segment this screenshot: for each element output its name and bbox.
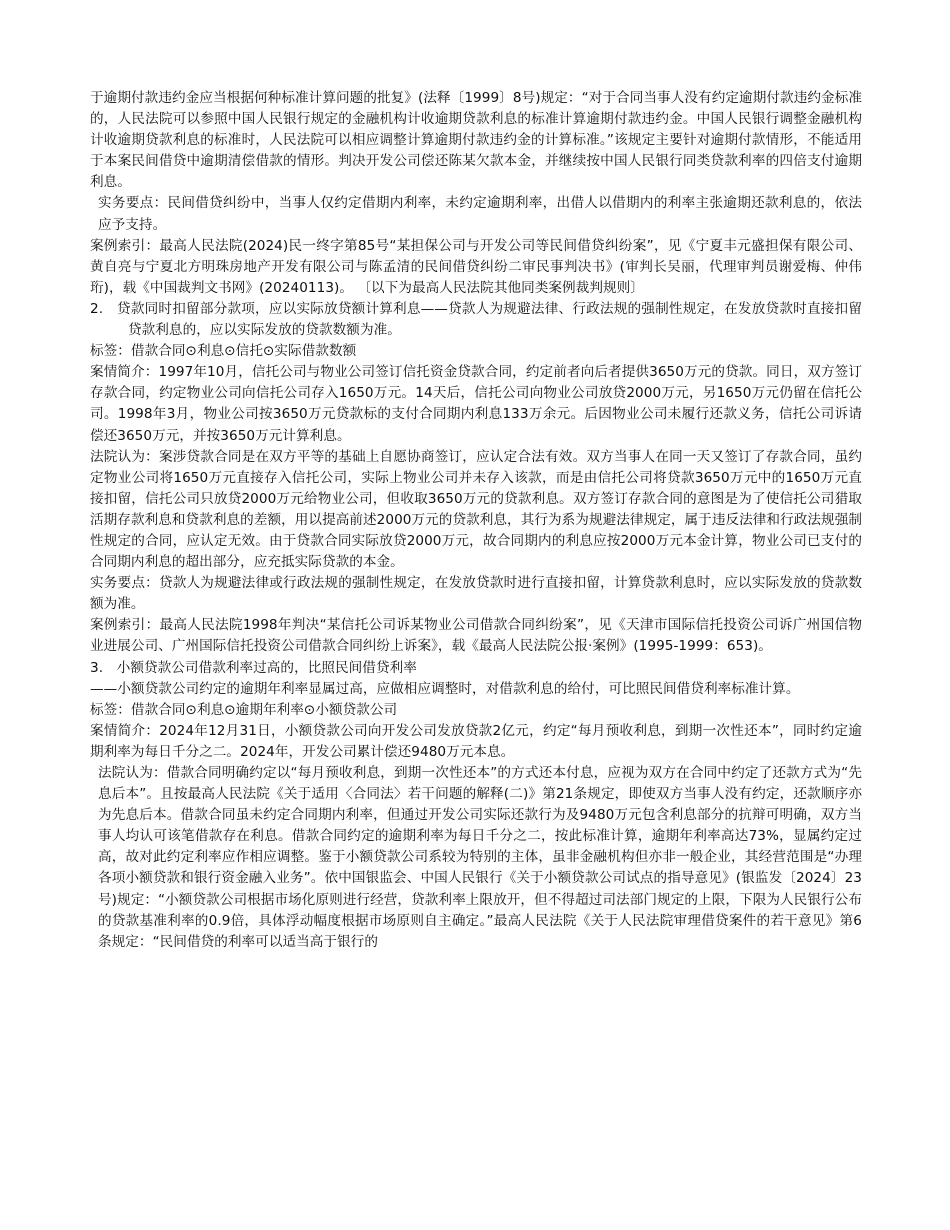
- section-heading-3: 3. 小额贷款公司借款利率过高的，比照民间借贷利率: [90, 659, 417, 676]
- section-subheading-3: ——小额贷款公司约定的逾期年利率显属过高，应做相应调整时，对借款利息的给付，可比照民间借贷利率标准计算。: [90, 680, 800, 697]
- tags-3: 标签：借款合同⊙利息⊙逾期年利率⊙小额贷款公司: [90, 701, 398, 718]
- paragraph-practice-point-1: 实务要点：民间借贷纠纷中，当事人仅约定借期内利率，未约定逾期利率，出借人以借期内的利率主张逾期还款利息的，依法应予支持。: [98, 195, 862, 233]
- section-heading-2: 2. 贷款同时扣留部分款项，应以实际放贷额计算利息——贷款人为规避法律、行政法规的强制性规定，在发放贷款时直接扣留贷款利息的，应以实际发放的贷款数额为准。: [90, 300, 862, 339]
- paragraph-case-summary-3: 案情简介：2024年12月31日，小额贷款公司向开发公司发放贷款2亿元，约定“每月预收利息，到期一次性还本”，同时约定逾期利率为每日千分之二。2024年，开发公司累计偿还9480万元本息。: [90, 722, 862, 760]
- paragraph-ruling-continuation: 于逾期付款违约金应当根据何种标准计算问题的批复》(法释〔1999〕8号)规定：“对于合同当事人没有约定逾期付款违约金标准的，人民法院可以参照中国人民银行规定的金融机构计收逾期贷款利息的标准计算逾期付款违约金。中国人民银行调整金融机构计收逾期贷款利息的标准时，人民法院可以相应调整计算逾期付款违约金的计算标准。”该规定主要针对逾期付款情形，不能适用于本案民间借贷中逾期清偿借款的情形。判决开发公司偿还陈某欠款本金，并继续按中国人民银行同类贷款利率的四倍支付逾期利息。: [90, 90, 862, 191]
- paragraph-case-index-1: 案例索引：最高人民法院(2024)民一终字第85号“某担保公司与开发公司等民间借贷纠纷案”，见《宁夏丰元盛担保有限公司、黄自亮与宁夏北方明珠房地产开发有限公司与陈孟清的民间借贷纠纷二审民事判决书》(审判长吴丽，代理审判员谢爱梅、仲伟珩)，载《中国裁判文书网》(20240113)。 〔以下为最高人民法院其他同类案例裁判规则〕: [90, 237, 862, 296]
- tags-2: 标签：借款合同⊙利息⊙信托⊙实际借款数额: [90, 343, 357, 360]
- document-page: [90, 88, 862, 953]
- paragraph-case-summary-2: 案情简介：1997年10月，信托公司与物业公司签订信托资金贷款合同，约定前者向后者提供3650万元的贷款。同日，双方签订存款合同，约定物业公司向信托公司存入1650万元。14天后，信托公司向物业公司放贷2000万元，另1650万元仍留在信托公司。1998年3月，物业公司按3650万元贷款标的支付合同期内利息133万余元。后因物业公司未履行还款义务，信托公司诉请偿还3650万元，并按3650万元计算利息。: [90, 364, 862, 444]
- paragraph-practice-point-2: 实务要点：贷款人为规避法律或行政法规的强制性规定，在发放贷款时进行直接扣留，计算贷款利息时，应以实际发放的贷款数额为准。: [90, 575, 862, 613]
- paragraph-case-index-2: 案例索引：最高人民法院1998年判决“某信托公司诉某物业公司借款合同纠纷案”，见《天津市国际信托投资公司诉广州国信物业进展公司、广州国际信托投资公司借款合同纠纷上诉案》，载《最高人民法院公报·案例》(1995-1999：653)。: [90, 617, 862, 655]
- paragraph-court-opinion-2: 法院认为：案涉贷款合同是在双方平等的基础上自愿协商签订，应认定合法有效。双方当事人在同一天又签订了存款合同，虽约定物业公司将1650万元直接存入信托公司，实际上物业公司并未存入该款，而是由信托公司将贷款3650万元中的1650万元直接扣留，信托公司只放贷2000万元给物业公司，但收取3650万元的贷款利息。双方签订存款合同的意图是为了使信托公司猎取活期存款利息和贷款利息的差额，用以提高前述2000万元的贷款利息，其行为系为规避法律规定，属于违反法律和行政法规强制性规定的合同，应认定无效。由于贷款合同实际放贷2000万元，故合同期内的利息应按2000万元本金计算，物业公司已支付的合同期内利息的超出部分，应充抵实际贷款的本金。: [90, 448, 862, 571]
- paragraph-court-opinion-3: 法院认为：借款合同明确约定以“每月预收利息，到期一次性还本”的方式还本付息，应视为双方在合同中约定了还款方式为“先息后本”。且按最高人民法院《关于适用〈合同法〉若干问题的解释(二)》第21条规定，即使双方当事人没有约定，还款顺序亦为先息后本。借款合同虽未约定合同期内利率，但通过开发公司实际还款行为及9480万元包含利息部分的抗辩可明确，双方当事人均认可该笔借款存在利息。借款合同约定的逾期利率为每日千分之二，按此标准计算，逾期年利率高达73%，显属约定过高，故对此约定利率应作相应调整。鉴于小额贷款公司系较为特别的主体，虽非金融机构但亦非一般企业，其经营范围是“办理各项小额贷款和银行资金融入业务”。依中国银监会、中国人民银行《关于小额贷款公司试点的指导意见》(银监发〔2024〕23号)规定：“小额贷款公司根据市场化原则进行经营，贷款利率上限放开，但不得超过司法部门规定的上限，下限为人民银行公布的贷款基准利率的0.9倍，具体浮动幅度根据市场原则自主确定。”最高人民法院《关于人民法院审理借贷案件的若干意见》第6条规定：“民间借贷的利率可以适当高于银行的: [98, 765, 862, 950]
